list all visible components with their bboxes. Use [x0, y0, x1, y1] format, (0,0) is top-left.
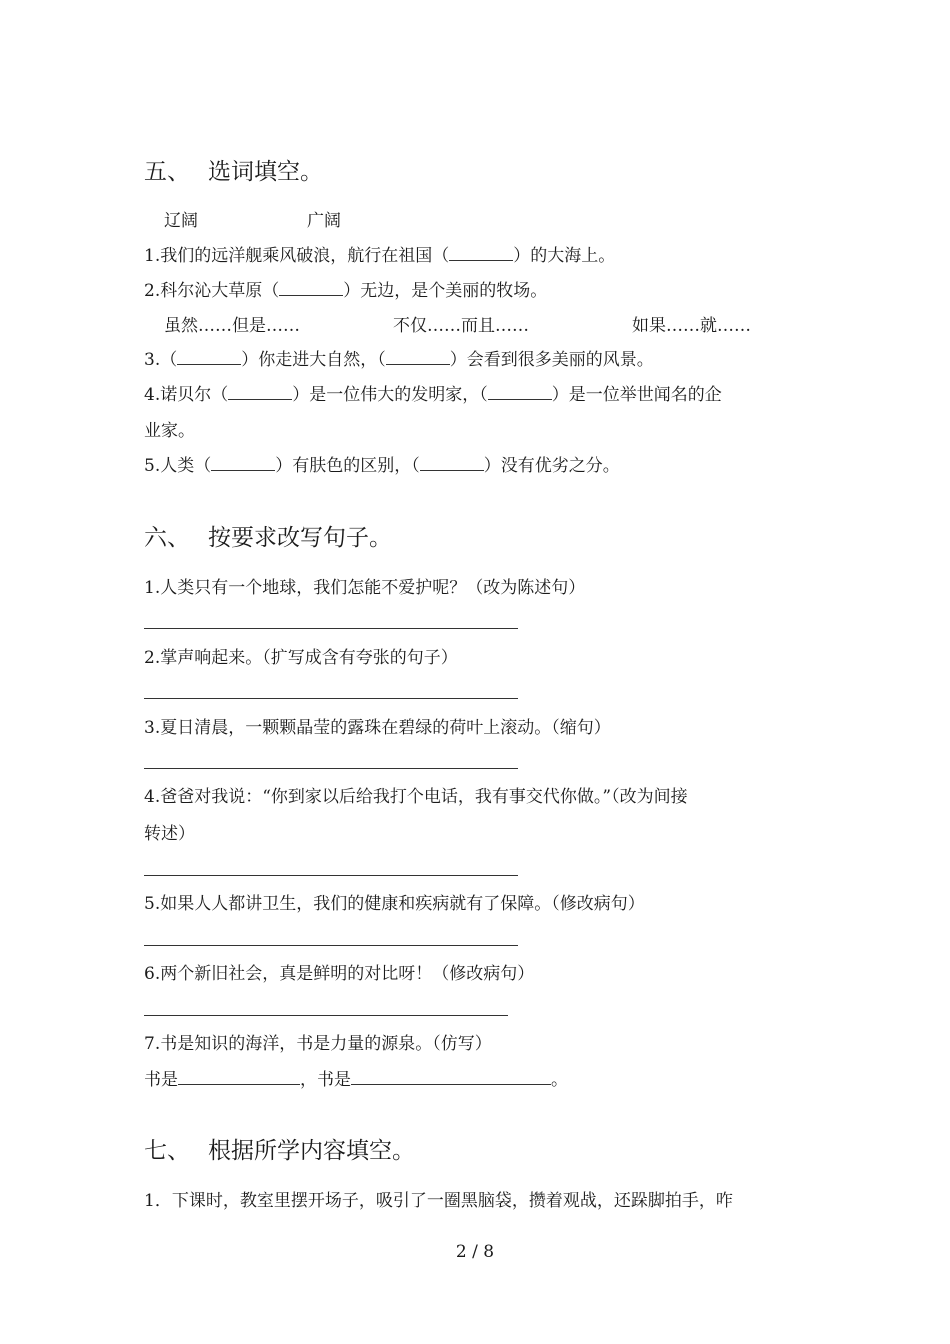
question-5-5: 5.人类（ ）有肤色的区别，（ ）没有优劣之分。 — [144, 456, 620, 476]
section-6-number: 六、 — [144, 525, 190, 551]
answer-line[interactable] — [144, 628, 518, 629]
answer-line[interactable] — [144, 945, 518, 946]
word-option: 不仅……而且…… — [393, 316, 529, 336]
fill-blank[interactable] — [177, 350, 241, 365]
question-6-2: 2.掌声响起来。（扩写成含有夸张的句子） — [144, 648, 458, 668]
question-5-1: 1.我们的远洋舰乘风破浪，航行在祖国（ ）的大海上。 — [144, 246, 616, 266]
fill-blank[interactable] — [211, 456, 275, 471]
section-6-title: 按要求改写句子。 — [208, 525, 392, 551]
question-5-2: 2.科尔沁大草原（ ）无边，是个美丽的牧场。 — [144, 281, 548, 301]
section-5-title: 选词填空。 — [208, 159, 323, 185]
fill-blank[interactable] — [351, 1070, 551, 1085]
answer-line[interactable] — [144, 1015, 508, 1016]
section-5-number: 五、 — [144, 159, 190, 185]
question-6-6: 6.两个新旧社会，真是鲜明的对比呀！（修改病句） — [144, 964, 535, 984]
word-option: 虽然……但是…… — [164, 316, 300, 336]
section-7-heading — [144, 1136, 415, 1166]
word-option: 如果……就…… — [632, 316, 751, 336]
section-7-title: 根据所学内容填空。 — [208, 1138, 415, 1164]
fill-blank[interactable] — [228, 385, 292, 400]
section-5-heading — [144, 157, 323, 187]
fill-blank[interactable] — [449, 246, 513, 261]
answer-line[interactable] — [144, 875, 518, 876]
question-6-4: 4.爸爸对我说：“你到家以后给我打个电话，我有事交代你做。”（改为间接 — [144, 787, 688, 807]
question-5-4: 4.诺贝尔（ ）是一位伟大的发明家，（ ）是一位举世闻名的企 — [144, 385, 722, 405]
fill-blank[interactable] — [420, 456, 484, 471]
question-7-1: 1．下课时，教室里摆开场子，吸引了一圈黑脑袋，攒着观战，还跺脚拍手，咋 — [144, 1191, 733, 1211]
question-6-4-continued: 转述） — [144, 824, 195, 844]
word-option: 辽阔 — [164, 211, 198, 231]
page-number: 2 / 8 — [455, 1242, 495, 1262]
question-5-3: 3.（ ）你走进大自然，（ ）会看到很多美丽的风景。 — [144, 350, 654, 370]
answer-line[interactable] — [144, 768, 518, 769]
question-6-1: 1.人类只有一个地球，我们怎能不爱护呢？（改为陈述句） — [144, 578, 586, 598]
question-5-4-continued: 业家。 — [144, 421, 195, 441]
question-6-3: 3.夏日清晨，一颗颗晶莹的露珠在碧绿的荷叶上滚动。（缩句） — [144, 718, 611, 738]
word-option: 广阔 — [307, 211, 341, 231]
question-6-7: 7.书是知识的海洋，书是力量的源泉。（仿写） — [144, 1034, 492, 1054]
fill-blank[interactable] — [488, 385, 552, 400]
fill-blank[interactable] — [178, 1070, 300, 1085]
answer-line[interactable] — [144, 698, 518, 699]
section-6-heading — [144, 523, 392, 553]
fill-blank[interactable] — [279, 281, 343, 296]
question-6-7-answer: 书是 ，书是 。 — [144, 1070, 568, 1090]
section-7-number: 七、 — [144, 1138, 190, 1164]
question-6-5: 5.如果人人都讲卫生，我们的健康和疾病就有了保障。（修改病句） — [144, 894, 645, 914]
fill-blank[interactable] — [386, 350, 450, 365]
